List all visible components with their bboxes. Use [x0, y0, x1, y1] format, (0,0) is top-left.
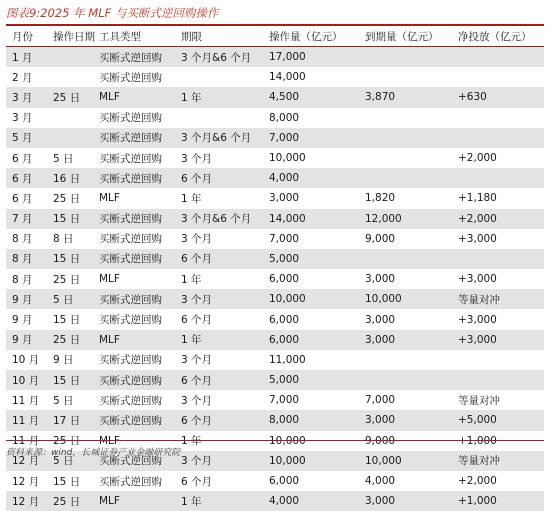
cell-volume: 7,000 — [263, 229, 359, 249]
cell-net: +3,000 — [452, 330, 544, 350]
cell-tool: MLF — [93, 87, 175, 107]
cell-maturity: 3,000 — [359, 491, 452, 511]
cell-date: 15 日 — [47, 370, 93, 390]
cell-maturity: 3,000 — [359, 410, 452, 430]
cell-tool: 买断式逆回购 — [93, 209, 175, 229]
cell-volume: 6,000 — [263, 269, 359, 289]
cell-tool: 买断式逆回购 — [93, 309, 175, 329]
cell-month: 12 月 — [6, 471, 47, 491]
cell-volume: 17,000 — [263, 47, 359, 68]
cell-date: 9 日 — [47, 350, 93, 370]
cell-maturity: 9,000 — [359, 431, 452, 451]
cell-net: +2,000 — [452, 209, 544, 229]
cell-date: 15 日 — [47, 309, 93, 329]
cell-net — [452, 168, 544, 188]
cell-month: 9 月 — [6, 289, 47, 309]
cell-maturity — [359, 148, 452, 168]
cell-net: +1,180 — [452, 188, 544, 208]
cell-net: +2,000 — [452, 471, 544, 491]
cell-term: 6 个月 — [175, 309, 263, 329]
cell-net — [452, 350, 544, 370]
cell-net — [452, 128, 544, 148]
cell-maturity: 4,000 — [359, 471, 452, 491]
cell-date — [47, 67, 93, 87]
cell-net: +3,000 — [452, 269, 544, 289]
cell-net: 等量对冲 — [452, 451, 544, 471]
cell-month: 5 月 — [6, 128, 47, 148]
cell-volume: 10,000 — [263, 431, 359, 451]
cell-date: 5 日 — [47, 390, 93, 410]
cell-date: 25 日 — [47, 188, 93, 208]
cell-volume: 4,500 — [263, 87, 359, 107]
cell-maturity — [359, 249, 452, 269]
cell-month: 3 月 — [6, 108, 47, 128]
cell-volume: 4,000 — [263, 168, 359, 188]
table-header-row — [6, 26, 544, 47]
cell-date: 25 日 — [47, 330, 93, 350]
cell-term: 3 个月 — [175, 451, 263, 471]
cell-date: 5 日 — [47, 289, 93, 309]
table-row — [6, 309, 544, 329]
cell-month: 11 月 — [6, 410, 47, 430]
cell-maturity: 12,000 — [359, 209, 452, 229]
cell-volume: 8,000 — [263, 108, 359, 128]
cell-volume: 3,000 — [263, 188, 359, 208]
cell-date: 5 日 — [47, 148, 93, 168]
column-header-volume: 操作量（亿元） — [263, 26, 359, 47]
cell-volume: 8,000 — [263, 410, 359, 430]
cell-month: 12 月 — [6, 491, 47, 511]
cell-month: 8 月 — [6, 269, 47, 289]
cell-volume: 14,000 — [263, 67, 359, 87]
cell-tool: 买断式逆回购 — [93, 47, 175, 68]
cell-tool: 买断式逆回购 — [93, 471, 175, 491]
cell-volume: 7,000 — [263, 390, 359, 410]
cell-tool: MLF — [93, 269, 175, 289]
cell-tool: MLF — [93, 491, 175, 511]
cell-term: 6 个月 — [175, 370, 263, 390]
cell-date — [47, 128, 93, 148]
cell-net: +3,000 — [452, 309, 544, 329]
cell-date: 15 日 — [47, 209, 93, 229]
cell-month: 10 月 — [6, 370, 47, 390]
cell-term: 1 年 — [175, 269, 263, 289]
figure-title: 图表9:2025 年 MLF 与买断式逆回购操作 — [6, 4, 218, 22]
cell-tool: 买断式逆回购 — [93, 390, 175, 410]
cell-month: 12 月 — [6, 451, 47, 471]
cell-volume: 5,000 — [263, 249, 359, 269]
cell-term: 1 年 — [175, 491, 263, 511]
cell-month: 3 月 — [6, 87, 47, 107]
cell-volume: 10,000 — [263, 148, 359, 168]
cell-tool: 买断式逆回购 — [93, 289, 175, 309]
cell-month: 6 月 — [6, 148, 47, 168]
cell-date: 15 日 — [47, 249, 93, 269]
cell-net: 等量对冲 — [452, 390, 544, 410]
cell-maturity: 10,000 — [359, 451, 452, 471]
cell-month: 2 月 — [6, 67, 47, 87]
cell-volume: 6,000 — [263, 471, 359, 491]
table-row — [6, 128, 544, 148]
table-row — [6, 269, 544, 289]
cell-tool: 买断式逆回购 — [93, 168, 175, 188]
cell-term: 3 个月&6 个月 — [175, 209, 263, 229]
cell-term: 1 年 — [175, 188, 263, 208]
cell-date — [47, 47, 93, 68]
cell-tool: 买断式逆回购 — [93, 451, 175, 471]
cell-month: 11 月 — [6, 390, 47, 410]
cell-net — [452, 67, 544, 87]
cell-maturity: 10,000 — [359, 289, 452, 309]
cell-date: 25 日 — [47, 269, 93, 289]
cell-term: 3 个月 — [175, 148, 263, 168]
cell-net — [452, 249, 544, 269]
cell-maturity: 3,870 — [359, 87, 452, 107]
cell-maturity — [359, 67, 452, 87]
cell-date: 8 日 — [47, 229, 93, 249]
cell-term: 3 个月&6 个月 — [175, 47, 263, 68]
cell-month: 6 月 — [6, 168, 47, 188]
table-row — [6, 390, 544, 410]
cell-term: 3 个月 — [175, 289, 263, 309]
table-row — [6, 67, 544, 87]
cell-tool: 买断式逆回购 — [93, 67, 175, 87]
cell-net: 等量对冲 — [452, 289, 544, 309]
cell-month: 9 月 — [6, 309, 47, 329]
table-row — [6, 108, 544, 128]
cell-month: 9 月 — [6, 330, 47, 350]
cell-date: 16 日 — [47, 168, 93, 188]
cell-tool: 买断式逆回购 — [93, 148, 175, 168]
cell-volume: 14,000 — [263, 209, 359, 229]
cell-term: 6 个月 — [175, 471, 263, 491]
cell-term: 6 个月 — [175, 249, 263, 269]
cell-month: 7 月 — [6, 209, 47, 229]
cell-volume: 4,000 — [263, 491, 359, 511]
cell-net: +1,000 — [452, 431, 544, 451]
cell-month: 8 月 — [6, 229, 47, 249]
cell-maturity — [359, 47, 452, 68]
cell-volume: 6,000 — [263, 309, 359, 329]
table-row — [6, 209, 544, 229]
table-row — [6, 410, 544, 430]
table-row — [6, 229, 544, 249]
cell-term: 6 个月 — [175, 410, 263, 430]
cell-tool: 买断式逆回购 — [93, 370, 175, 390]
cell-month: 1 月 — [6, 47, 47, 68]
cell-maturity: 7,000 — [359, 390, 452, 410]
cell-term: 3 个月 — [175, 390, 263, 410]
cell-term: 1 年 — [175, 87, 263, 107]
cell-month: 6 月 — [6, 188, 47, 208]
cell-net: +3,000 — [452, 229, 544, 249]
cell-volume: 10,000 — [263, 451, 359, 471]
cell-term: 3 个月&6 个月 — [175, 128, 263, 148]
cell-term: 1 年 — [175, 431, 263, 451]
table-row — [6, 491, 544, 511]
cell-date: 25 日 — [47, 431, 93, 451]
table-row — [6, 168, 544, 188]
table-row — [6, 370, 544, 390]
table-row — [6, 87, 544, 107]
cell-date — [47, 108, 93, 128]
table-body — [6, 47, 544, 511]
cell-tool: 买断式逆回购 — [93, 350, 175, 370]
cell-tool: MLF — [93, 431, 175, 451]
cell-maturity — [359, 128, 452, 148]
cell-maturity — [359, 370, 452, 390]
cell-term: 6 个月 — [175, 168, 263, 188]
cell-net — [452, 47, 544, 68]
cell-month: 10 月 — [6, 350, 47, 370]
operations-table — [6, 26, 544, 511]
cell-tool: MLF — [93, 188, 175, 208]
bottom-rule — [6, 440, 544, 441]
table-row — [6, 249, 544, 269]
cell-maturity: 1,820 — [359, 188, 452, 208]
cell-net — [452, 108, 544, 128]
cell-tool: 买断式逆回购 — [93, 410, 175, 430]
cell-date: 25 日 — [47, 491, 93, 511]
table-row — [6, 330, 544, 350]
cell-net: +2,000 — [452, 148, 544, 168]
cell-maturity: 3,000 — [359, 330, 452, 350]
table-row — [6, 471, 544, 491]
cell-tool: MLF — [93, 330, 175, 350]
column-header-net: 净投放（亿元） — [452, 26, 544, 47]
column-header-month: 月份 — [6, 26, 47, 47]
cell-tool: 买断式逆回购 — [93, 229, 175, 249]
cell-volume: 5,000 — [263, 370, 359, 390]
cell-maturity — [359, 108, 452, 128]
cell-date: 17 日 — [47, 410, 93, 430]
cell-net: +5,000 — [452, 410, 544, 430]
cell-net — [452, 370, 544, 390]
column-header-maturity: 到期量（亿元） — [359, 26, 452, 47]
cell-month: 8 月 — [6, 249, 47, 269]
cell-maturity: 9,000 — [359, 229, 452, 249]
cell-date: 5 日 — [47, 451, 93, 471]
cell-net: +630 — [452, 87, 544, 107]
cell-term: 3 个月 — [175, 350, 263, 370]
cell-maturity: 3,000 — [359, 309, 452, 329]
cell-volume: 6,000 — [263, 330, 359, 350]
table-row — [6, 148, 544, 168]
column-header-term: 期限 — [175, 26, 263, 47]
cell-tool: 买断式逆回购 — [93, 108, 175, 128]
column-header-tool: 工具类型 — [93, 26, 175, 47]
cell-maturity — [359, 168, 452, 188]
cell-month: 11 月 — [6, 431, 47, 451]
cell-tool: 买断式逆回购 — [93, 249, 175, 269]
source-note: 资料来源：wind，长城证券产业金融研究院 — [6, 445, 180, 458]
cell-term — [175, 108, 263, 128]
cell-term — [175, 67, 263, 87]
cell-term: 3 个月 — [175, 229, 263, 249]
table-row — [6, 188, 544, 208]
table-row — [6, 47, 544, 68]
cell-volume: 11,000 — [263, 350, 359, 370]
cell-date: 25 日 — [47, 87, 93, 107]
cell-term: 1 年 — [175, 330, 263, 350]
cell-tool: 买断式逆回购 — [93, 128, 175, 148]
cell-maturity — [359, 350, 452, 370]
column-header-date: 操作日期 — [47, 26, 93, 47]
cell-net: +1,000 — [452, 491, 544, 511]
cell-maturity: 3,000 — [359, 269, 452, 289]
cell-volume: 7,000 — [263, 128, 359, 148]
cell-date: 15 日 — [47, 471, 93, 491]
table-row — [6, 289, 544, 309]
table-row — [6, 350, 544, 370]
cell-volume: 10,000 — [263, 289, 359, 309]
